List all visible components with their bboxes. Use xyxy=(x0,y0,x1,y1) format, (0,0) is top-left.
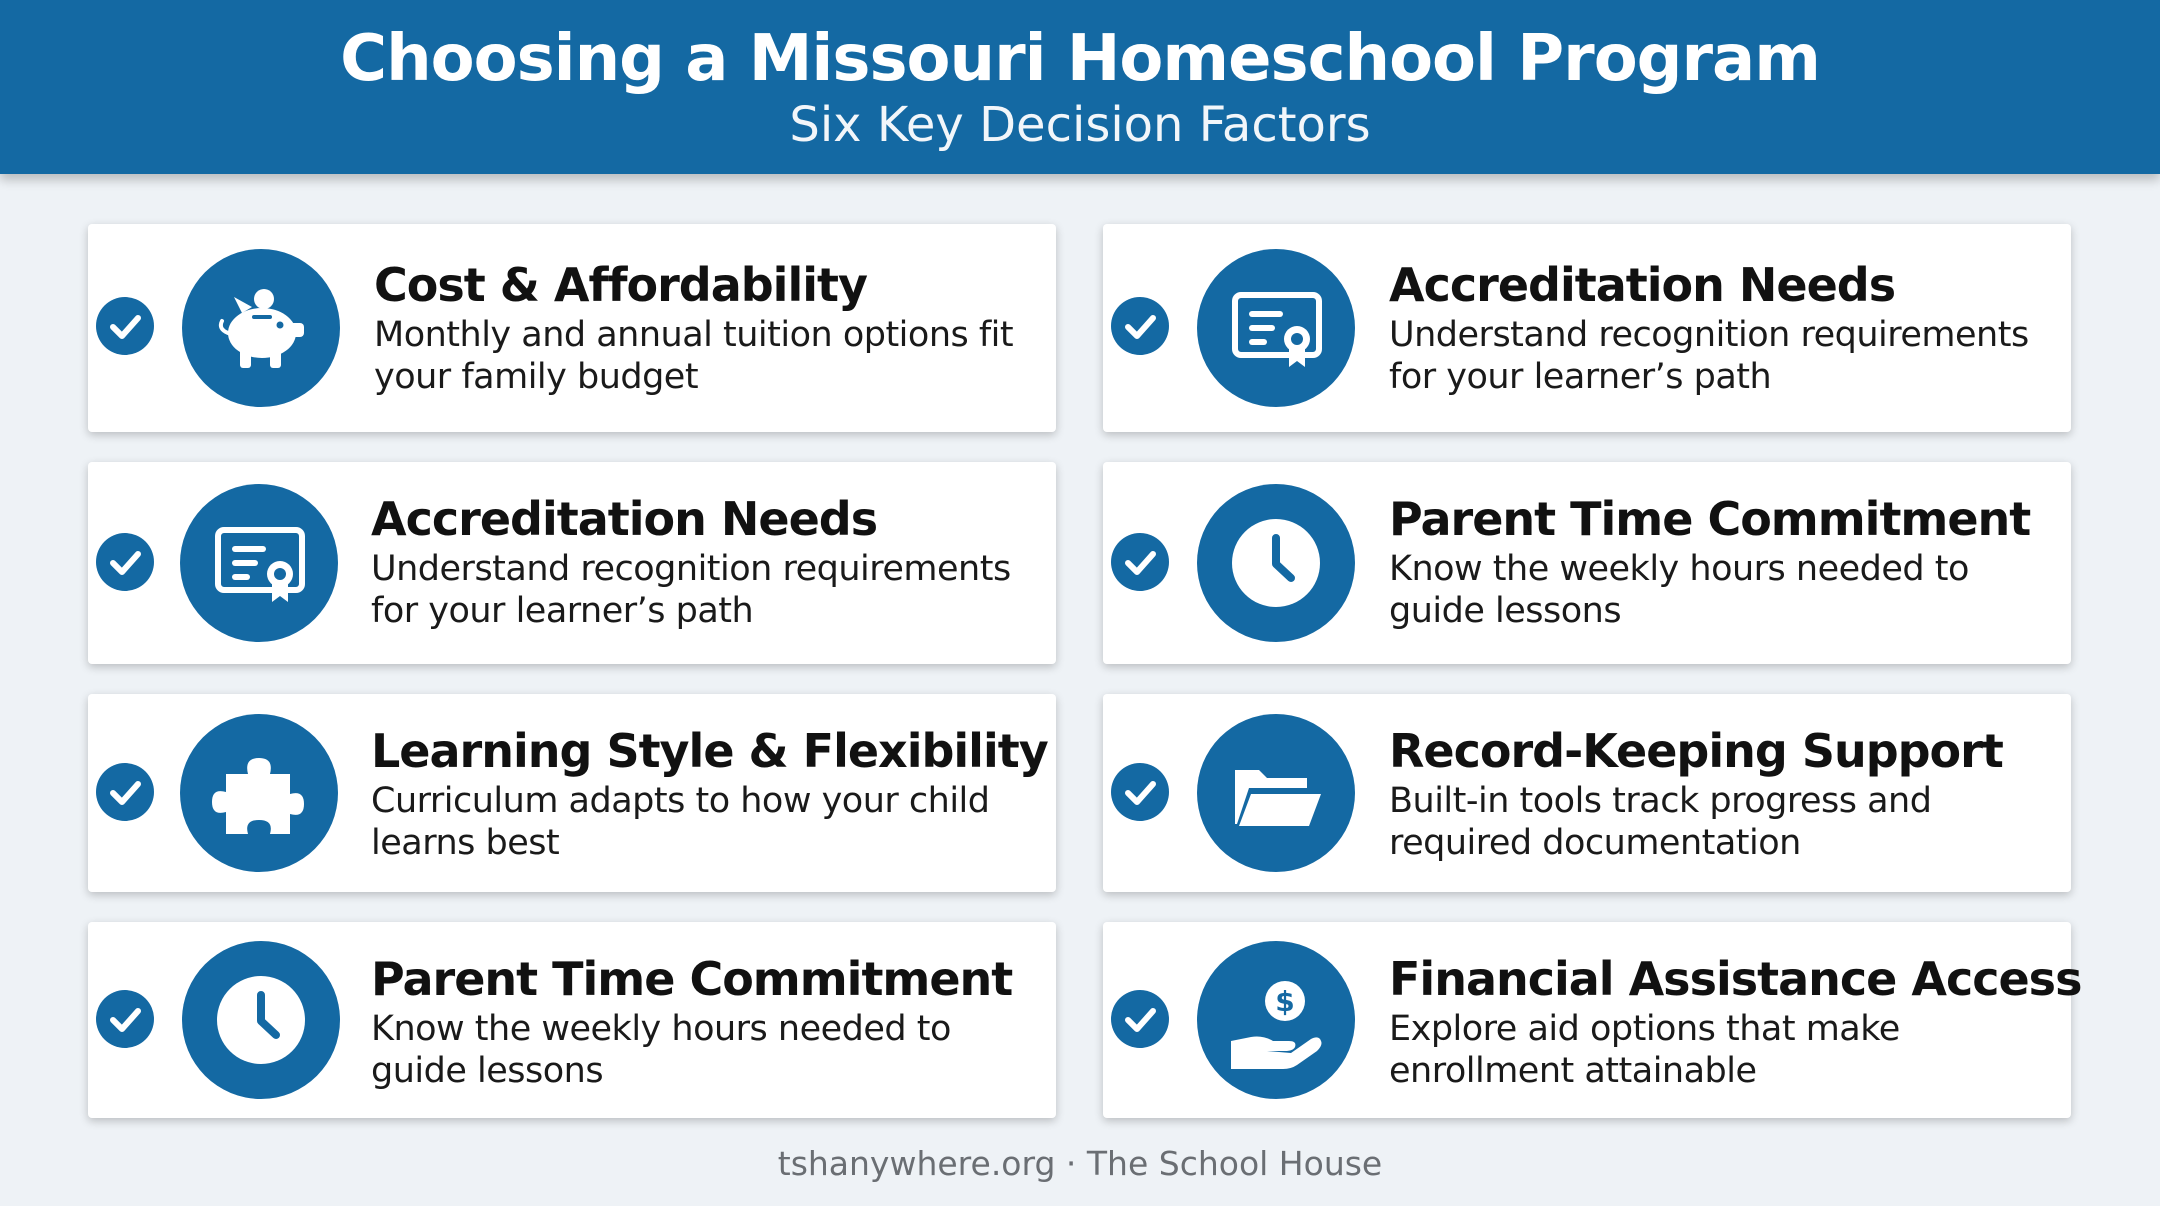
card-description-line1: Understand recognition requirements xyxy=(371,549,1011,589)
certificate-icon xyxy=(180,484,338,642)
checkmark-icon xyxy=(1111,533,1169,591)
checkmark-icon xyxy=(96,763,154,821)
factor-card-parent-time xyxy=(1103,462,2071,664)
puzzle-icon xyxy=(180,714,338,872)
checkmark-icon xyxy=(1111,297,1169,355)
footer-credit: tshanywhere.org · The School House xyxy=(777,1144,1383,1183)
factor-card-financial-assistance xyxy=(1103,922,2082,1118)
card-title: Accreditation Needs xyxy=(1389,258,1896,312)
card-title: Record-Keeping Support xyxy=(1389,724,2003,778)
card-title: Learning Style & Flexibility xyxy=(371,724,1048,778)
card-title: Accreditation Needs xyxy=(371,492,878,546)
factor-card-accreditation xyxy=(1103,224,2071,432)
card-description-line2: required documentation xyxy=(1389,823,1801,863)
hand-dollar-icon xyxy=(1197,941,1355,1099)
card-description-line2: enrollment attainable xyxy=(1389,1051,1757,1091)
card-description-line2: for your learner’s path xyxy=(1389,357,1772,397)
svg-text:$: $ xyxy=(1275,985,1295,1018)
header-banner xyxy=(0,0,2160,174)
piggy-bank-icon xyxy=(182,249,340,407)
card-description-line1: Understand recognition requirements xyxy=(1389,315,2029,355)
clock-icon xyxy=(1197,484,1355,642)
card-title: Parent Time Commitment xyxy=(1389,492,2031,546)
factor-card-parent-time xyxy=(88,922,1056,1118)
clock-icon xyxy=(182,941,340,1099)
card-description-line2: guide lessons xyxy=(371,1051,604,1091)
checkmark-icon xyxy=(96,297,154,355)
factor-card-cost xyxy=(88,224,1056,432)
certificate-icon xyxy=(1197,249,1355,407)
card-description-line2: learns best xyxy=(371,823,560,863)
card-title: Financial Assistance Access xyxy=(1389,952,2082,1006)
card-title: Parent Time Commitment xyxy=(371,952,1013,1006)
folder-icon xyxy=(1197,714,1355,872)
checkmark-icon xyxy=(1111,763,1169,821)
factor-card-accreditation xyxy=(88,462,1056,664)
card-description-line2: guide lessons xyxy=(1389,591,1622,631)
card-description-line1: Explore aid options that make xyxy=(1389,1009,1900,1049)
checkmark-icon xyxy=(1111,990,1169,1048)
checkmark-icon xyxy=(96,990,154,1048)
card-description-line1: Curriculum adapts to how your child xyxy=(371,781,990,821)
card-description-line1: Know the weekly hours needed to xyxy=(371,1009,951,1049)
card-description-line2: for your learner’s path xyxy=(371,591,754,631)
checkmark-icon xyxy=(96,533,154,591)
factor-card-learning-style xyxy=(88,694,1056,892)
card-description-line1: Monthly and annual tuition options fit xyxy=(374,315,1014,355)
card-description-line1: Built-in tools track progress and xyxy=(1389,781,1932,821)
page-title: Choosing a Missouri Homeschool Program xyxy=(340,22,1820,96)
page-subtitle: Six Key Decision Factors xyxy=(789,97,1371,153)
card-description-line1: Know the weekly hours needed to xyxy=(1389,549,1969,589)
card-title: Cost & Affordability xyxy=(374,258,867,312)
card-description-line2: your family budget xyxy=(374,357,699,397)
factor-card-record-keeping xyxy=(1103,694,2071,892)
